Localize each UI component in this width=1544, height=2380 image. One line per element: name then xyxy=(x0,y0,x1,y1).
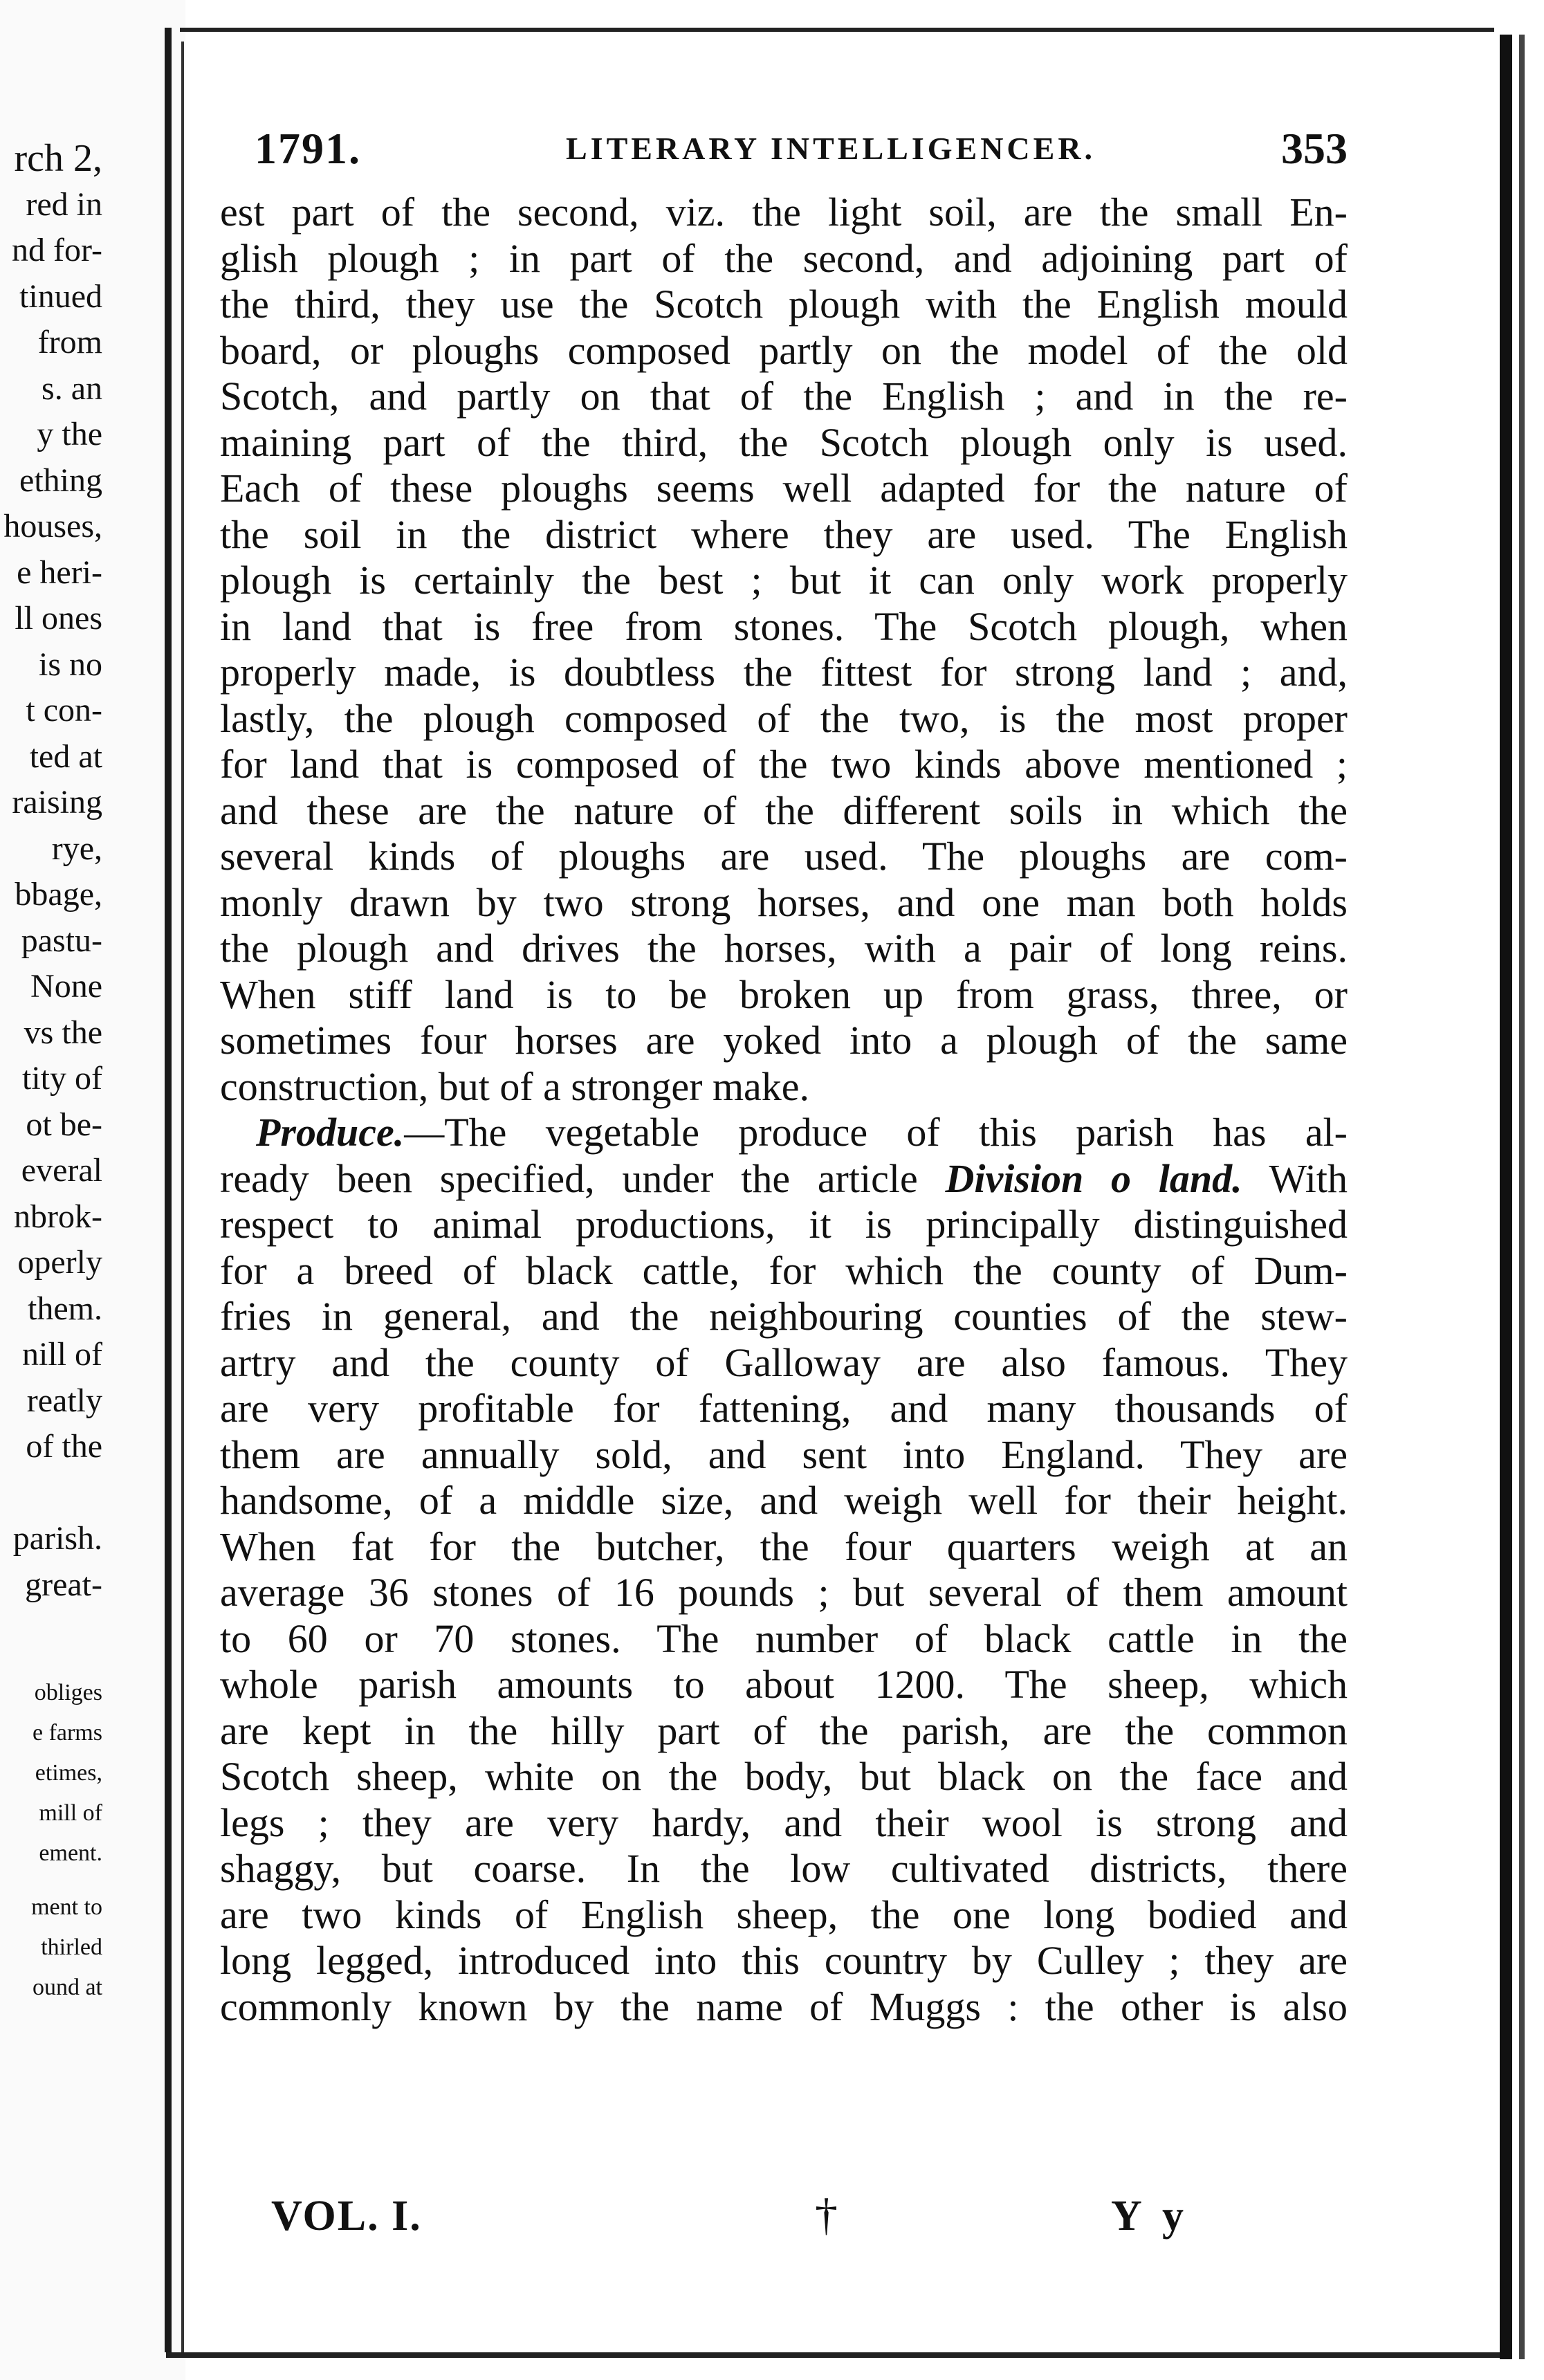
book-page xyxy=(220,123,1348,2240)
book-gutter-shadow xyxy=(165,28,172,2352)
facing-page-line: everal xyxy=(21,1152,102,1189)
text-line: plough is certainly the best ; but it can only work properly xyxy=(220,558,1348,603)
text-line: the soil in the district where they are used. The English xyxy=(220,511,1348,557)
text-line: When stiff land is to be broken up from grass, three, or xyxy=(220,971,1348,1017)
text-line: shaggy, but coarse. In the low cultivated districts, there xyxy=(220,1846,1348,1891)
signature-line xyxy=(220,2192,1348,2247)
text-line: respect to animal productions, it is principally distinguished xyxy=(220,1202,1348,1247)
text-line: board, or ploughs composed partly on the model of the old xyxy=(220,327,1348,373)
text-line: commonly known by the name of Muggs : the other is also xyxy=(220,1984,1348,2029)
page-right-edge-outer xyxy=(1519,35,1525,2359)
text-line: long legged, introduced into this country by Culley ; they are xyxy=(220,1938,1348,1983)
facing-page-line: parish. xyxy=(12,1520,102,1557)
text-line xyxy=(220,1110,1348,1156)
facing-page-line: red in xyxy=(26,185,102,223)
facing-page-line: rye, xyxy=(51,830,102,867)
facing-page-footnote-line: etimes, xyxy=(35,1760,102,1786)
facing-page-footnote-line: ement. xyxy=(39,1840,102,1866)
text-line: est part of the second, viz. the light soil, are the small En- xyxy=(220,190,1348,235)
page-bottom-edge xyxy=(166,2352,1508,2358)
text-line: fries in general, and the neighbouring counties of the stew- xyxy=(220,1294,1348,1339)
facing-page-line: them. xyxy=(28,1290,102,1327)
running-head xyxy=(220,123,1348,185)
facing-page-footnote-line: mill of xyxy=(39,1800,102,1826)
facing-page-line: None xyxy=(30,968,102,1005)
article-reference: Division o land. xyxy=(945,1155,1242,1201)
facing-page-footnote-line: thirled xyxy=(41,1934,102,1960)
text-line: properly made, is doubtless the fittest for strong land ; and, xyxy=(220,650,1348,695)
text-line: lastly, the plough composed of the two, is the most proper xyxy=(220,695,1348,741)
facing-page-line: nd for- xyxy=(12,232,102,268)
facing-page-footnote-line: ound at xyxy=(32,1975,102,2000)
signature-mark: Y y xyxy=(1111,2193,1189,2240)
facing-page-line: ot be- xyxy=(26,1106,102,1143)
text-line: When fat for the butcher, the four quarters weigh at an xyxy=(220,1523,1348,1569)
text-line: Scotch sheep, white on the body, but black on the face and xyxy=(220,1754,1348,1799)
text-line: several kinds of ploughs are used. The ploughs are com- xyxy=(220,834,1348,879)
running-head-title: LITERARY INTELLIGENCER. xyxy=(566,131,1096,166)
facing-page-line: great- xyxy=(25,1566,102,1603)
text-line: sometimes four horses are yoked into a plough of the same xyxy=(220,1018,1348,1063)
facing-page-line: is no xyxy=(38,646,102,683)
facing-page-line: t con- xyxy=(26,692,102,729)
text-line: and these are the nature of the different soils in which the xyxy=(220,787,1348,833)
running-head-year: 1791. xyxy=(255,124,361,173)
text-line: whole parish amounts to about 1200. The sheep, which xyxy=(220,1662,1348,1707)
text-line: Each of these ploughs seems well adapted for the nature of xyxy=(220,466,1348,511)
text-run: With xyxy=(1242,1155,1348,1201)
book-gutter-edge xyxy=(181,42,184,2352)
text-line: average 36 stones of 16 pounds ; but several of them amount xyxy=(220,1570,1348,1615)
facing-page-footnote-line: ment to xyxy=(31,1894,102,1920)
facing-page-line: pastu- xyxy=(21,922,102,959)
facing-page-line: nbrok- xyxy=(14,1198,102,1235)
facing-page-line: tinued xyxy=(19,277,102,315)
produce-heading: Produce. xyxy=(256,1110,405,1155)
text-line: legs ; they are very hardy, and their wool is strong and xyxy=(220,1800,1348,1845)
facing-page-line: houses, xyxy=(3,508,102,544)
text-line: handsome, of a middle size, and weigh well for their height. xyxy=(220,1478,1348,1523)
facing-page-line: vs the xyxy=(24,1014,102,1051)
facing-page-line: s. an xyxy=(42,369,102,407)
facing-page-line: tity of xyxy=(22,1060,102,1097)
facing-page-line: raising xyxy=(12,784,102,821)
text-line: construction, but of a stronger make. xyxy=(220,1063,810,1109)
volume-mark: VOL. I. xyxy=(271,2193,422,2240)
text-line: in land that is free from stones. The Scotch plough, when xyxy=(220,603,1348,649)
text-line: for a breed of black cattle, for which the county of Dum- xyxy=(220,1247,1348,1293)
text-line: are very profitable for fattening, and many thousands of xyxy=(220,1386,1348,1431)
page-number: 353 xyxy=(1281,124,1348,173)
facing-page-line: of the xyxy=(26,1428,102,1465)
facing-page-line: operly xyxy=(17,1244,102,1281)
text-run: —The vegetable produce of this parish has al- xyxy=(404,1110,1348,1155)
text-line: to 60 or 70 stones. The number of black cattle in the xyxy=(220,1615,1348,1661)
facing-page-footnote-line: obliges xyxy=(34,1680,102,1705)
facing-page-line: rch 2, xyxy=(14,137,102,180)
facing-page-line: from xyxy=(37,324,102,360)
text-line: Scotch, and partly on that of the English ; and in the re- xyxy=(220,374,1348,419)
page-right-edge xyxy=(1500,35,1512,2359)
facing-page-line: nill of xyxy=(22,1336,102,1373)
text-run: ready been specified, under the article xyxy=(220,1155,946,1201)
page-top-edge xyxy=(180,28,1494,32)
page-body-text xyxy=(220,190,1348,2030)
facing-page-line: ted at xyxy=(29,738,102,775)
facing-page-fragment xyxy=(0,0,160,2380)
text-line: monly drawn by two strong horses, and one man both holds xyxy=(220,879,1348,925)
facing-page-line: ll ones xyxy=(15,600,102,637)
text-line xyxy=(220,1156,1348,1202)
text-line: them are annually sold, and sent into England. They are xyxy=(220,1431,1348,1477)
text-line: artry and the county of Galloway are also famous. They xyxy=(220,1339,1348,1385)
dagger-mark: † xyxy=(815,2190,838,2240)
text-line: are kept in the hilly part of the parish, are the common xyxy=(220,1708,1348,1753)
facing-page-line: ething xyxy=(19,461,102,499)
text-line: for land that is composed of the two kinds above mentioned ; xyxy=(220,742,1348,787)
facing-page-line: reatly xyxy=(26,1382,102,1419)
facing-page-line: bbage, xyxy=(15,876,102,913)
facing-page-footnote-line: e farms xyxy=(32,1720,102,1746)
facing-page-line: y the xyxy=(37,416,102,452)
text-line: maining part of the third, the Scotch plough only is used. xyxy=(220,419,1348,465)
text-line: glish plough ; in part of the second, and adjoining part of xyxy=(220,235,1348,281)
facing-page-line: e heri- xyxy=(17,553,102,591)
text-line: are two kinds of English sheep, the one long bodied and xyxy=(220,1892,1348,1937)
text-line: the plough and drives the horses, with a pair of long reins. xyxy=(220,926,1348,971)
text-line: the third, they use the Scotch plough with the English mould xyxy=(220,282,1348,327)
